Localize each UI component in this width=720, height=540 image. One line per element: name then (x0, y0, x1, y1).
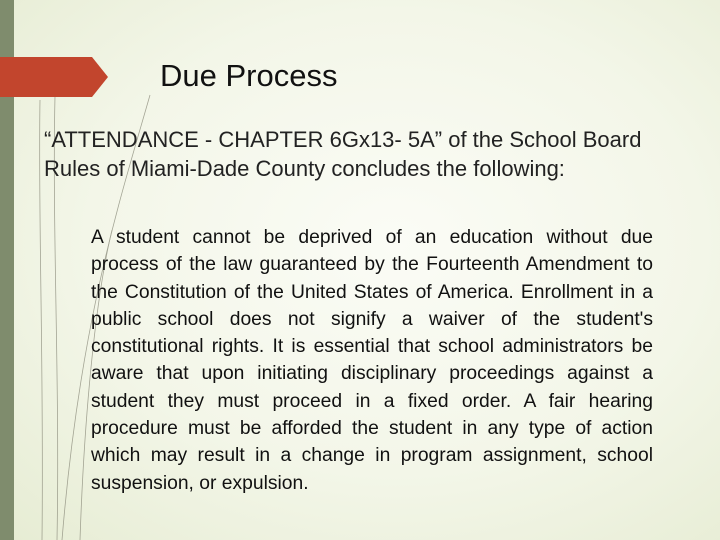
intro-paragraph: “ATTENDANCE - CHAPTER 6Gx13- 5A” of the School Board Rules of Miami-Dade County concludes the following: (44, 127, 642, 181)
title-accent-tab (0, 57, 108, 97)
body-paragraph: A student cannot be deprived of an education without due process of the law guaranteed by the Fourteenth Amendment to the Constitution of the United States of America. Enrollment in a public school does not signify a waiver of the student's constitutional rights. It is essential that school administrators be aware that upon initiating disciplinary proceedings against a student they must proceed in a fixed order. A fair hearing procedure must be afforded the student in any type of action which may result in a change in program assignment, school suspension, or expulsion. (91, 227, 653, 494)
slide-title: Due Process (160, 58, 338, 93)
